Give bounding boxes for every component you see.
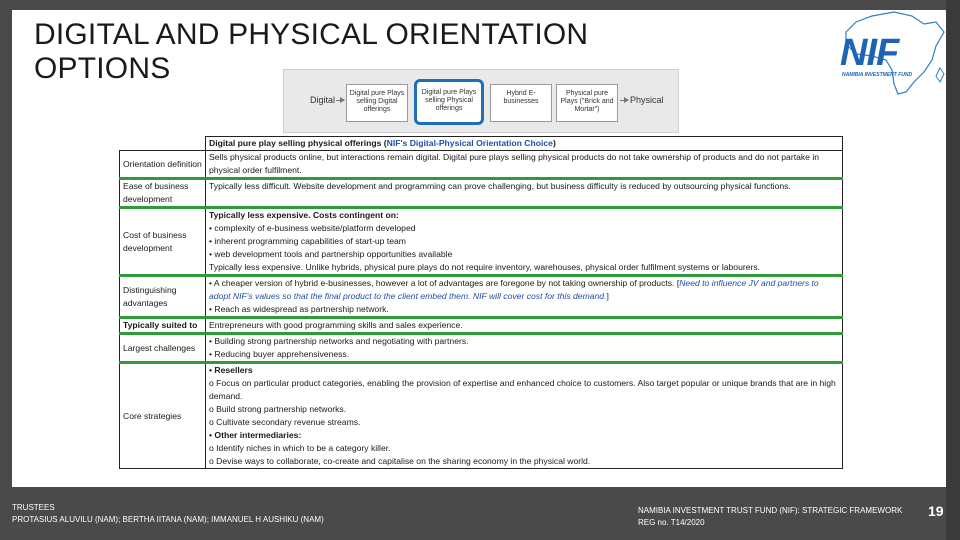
row-text: Sells physical products online, but interactions remain digital. Digital pure plays selling physical products do not take ownership of products and do not partake in physical order fulfilment. (206, 151, 843, 179)
page-title: DIGITAL AND PHYSICAL ORIENTATION OPTIONS (34, 18, 589, 85)
table-header-row (120, 137, 843, 151)
arrow-left (336, 100, 344, 101)
row-text: Entrepreneurs with good programming skills and sales experience. (206, 318, 843, 334)
footer-framework: NAMIBIA INVESTMENT TRUST FUND (NIF): STRATEGIC FRAMEWORK REG no. T14/2020 (638, 506, 903, 527)
row-label: Ease of business development (120, 179, 206, 208)
diagram-box-hybrid: Hybrid E-businesses (490, 84, 552, 122)
diagram-box-digital-physical: Digital pure Plays selling Physical offerings (414, 79, 484, 125)
row-label: Largest challenges (120, 334, 206, 363)
row-label: Cost of business development (120, 208, 206, 276)
diagram-right-label: Physical (630, 95, 664, 105)
nif-logo: NIF (840, 32, 899, 74)
row-label: Typically suited to (120, 318, 206, 334)
row-label: Distinguishing advantages (120, 276, 206, 318)
diagram-box-physical-pure: Physical pure Plays ("Brick and Mortar") (556, 84, 618, 122)
diagram-box-digital-digital: Digital pure Plays selling Digital offerings (346, 84, 408, 122)
orientation-table (119, 136, 843, 469)
row-text: • A cheaper version of hybrid e-businesses, however a lot of advantages are foregone by not taking ownership of products. [Need to influence JV and partners to adopt NIF's values so that the final product to the client embed them. NIF will cover cost for this demand.] • Reach as widespread as partnership network. (206, 276, 843, 318)
table-row (120, 151, 843, 179)
row-text: • Resellers o Focus on particular product categories, enabling the provision of expertise and enhanced choice to customers. Also target popular or unique brands that are in high demand. o Build strong partnership networks. o Cultivate secondary revenue streams. • Other intermediaries: o Identify niches in which to be a category killer. o Devise ways to collaborate, co-create and capitalise on the sharing economy in the physical world. (206, 363, 843, 469)
footer-trustees: TRUSTEES PROTASIUS ALUVILU (NAM); BERTHA IITANA (NAM); IMMANUEL H AUSHIKU (NAM) (12, 503, 324, 524)
table-header: Digital pure play selling physical offerings (NIF's Digital-Physical Orientation Choice) (206, 137, 843, 151)
row-text: Typically less difficult. Website development and programming can prove challenging, but business difficulty is reduced by outsourcing physical functions. (206, 179, 843, 208)
arrow-right (620, 100, 628, 101)
table-row (120, 334, 843, 363)
orientation-diagram (283, 69, 679, 133)
nif-logo-subtitle: NAMIBIA INVESTMENT FUND (842, 72, 913, 78)
row-label: Core strategies (120, 363, 206, 469)
table-row (120, 179, 843, 208)
table-row (120, 208, 843, 276)
table-row (120, 363, 843, 469)
table-row (120, 318, 843, 334)
table-row (120, 276, 843, 318)
diagram-left-label: Digital (310, 95, 336, 105)
row-text: Typically less expensive. Costs contingent on: • complexity of e-business website/platform developed • inherent programming capabilities of start-up team • web development tools and partnership opportunities available Typically less expensive. Unlike hybrids, physical pure plays do not require inventory, warehouses, physical order fulfilment systems or labourers. (206, 208, 843, 276)
page-number: 19 (928, 503, 944, 519)
row-label: Orientation definition (120, 151, 206, 179)
row-text: • Building strong partnership networks and negotiating with partners. • Reducing buyer apprehensiveness. (206, 334, 843, 363)
